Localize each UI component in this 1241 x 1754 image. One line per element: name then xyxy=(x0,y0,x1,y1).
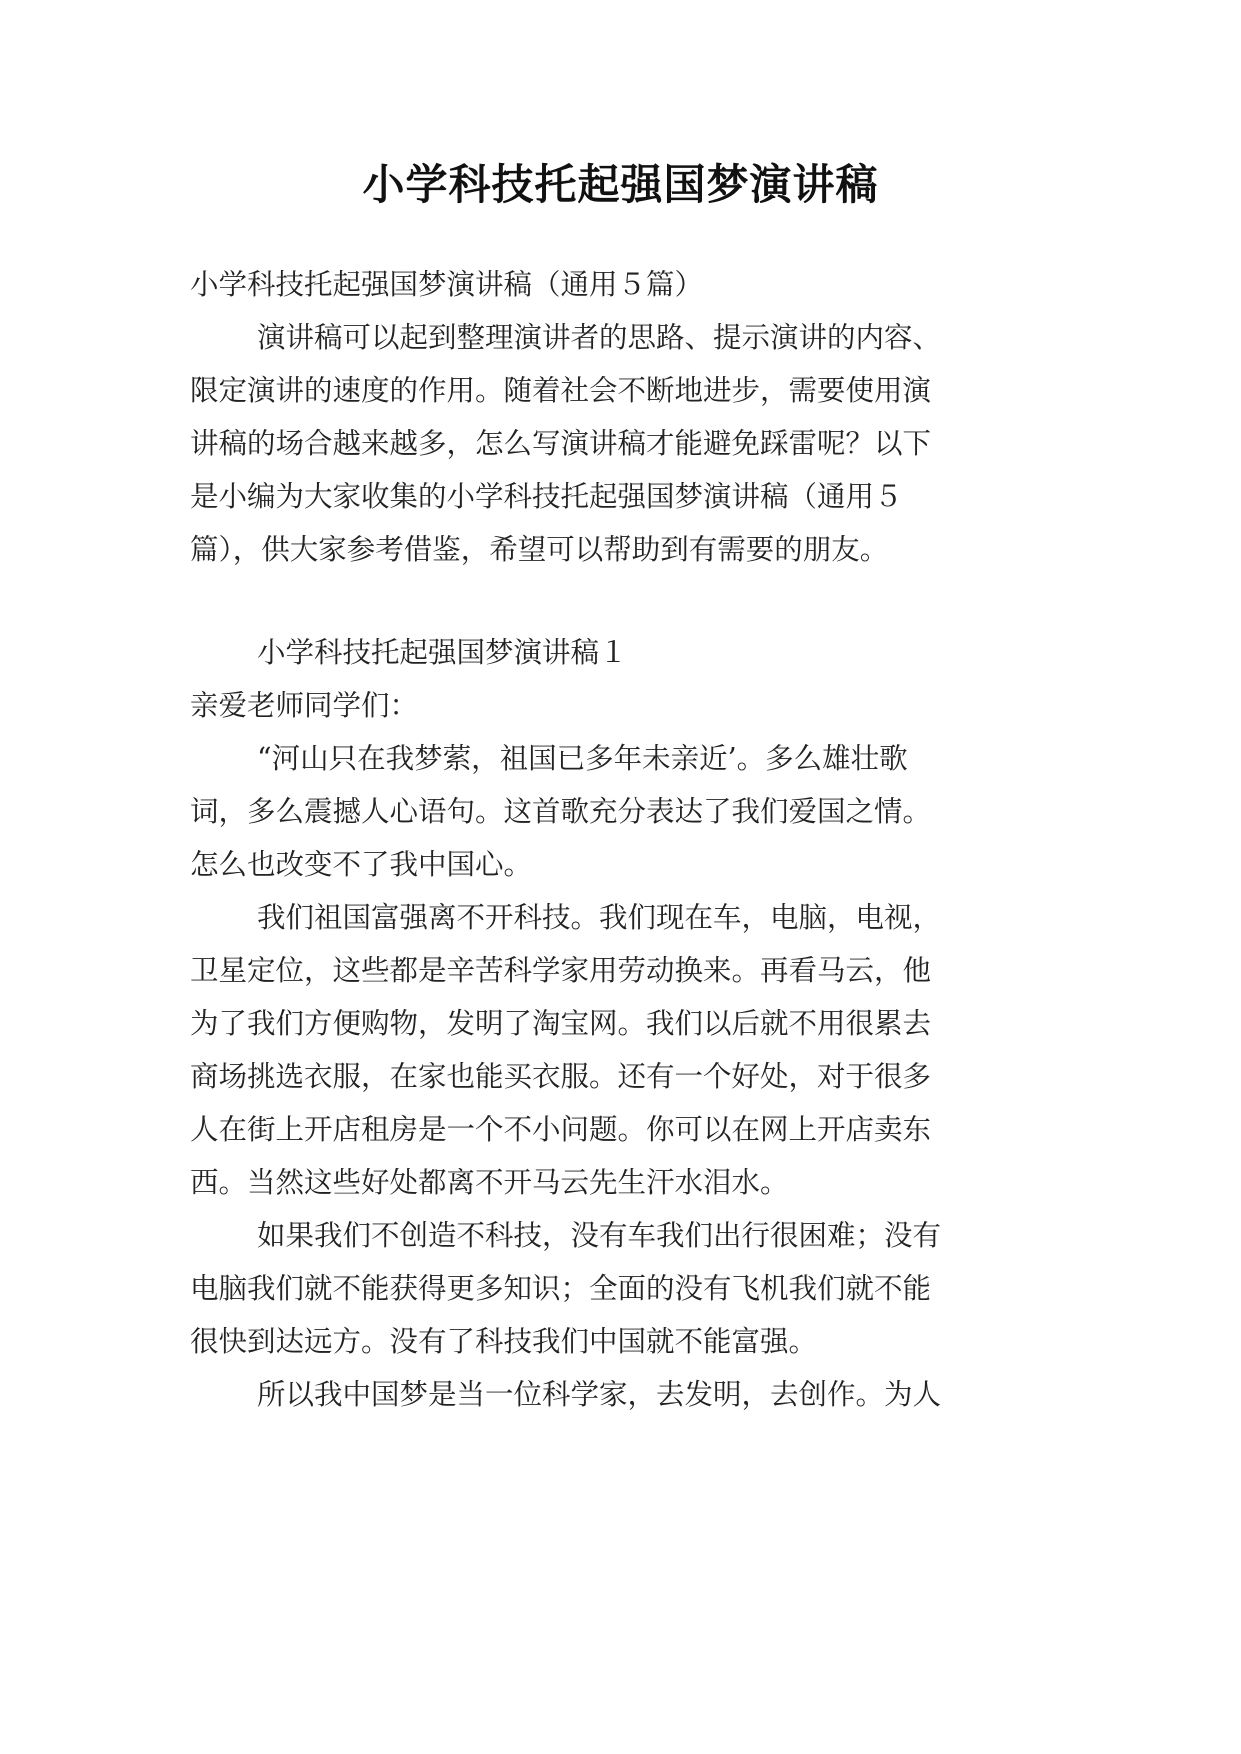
salutation-line: 亲爱老师同学们： xyxy=(190,689,419,722)
body-line: 怎么也改变不了我中国心。 xyxy=(190,848,533,881)
body-line: 电脑我们就不能获得更多知识；全面的没有飞机我们就不能 xyxy=(190,1272,932,1305)
body-line: “河山只在我梦萦，祖国已多年未亲近’。多么雄壮歌 xyxy=(257,742,908,775)
body-line: 如果我们不创造不科技，没有车我们出行很困难；没有 xyxy=(257,1219,942,1252)
body-line: 篇），供大家参考借鉴，希望可以帮助到有需要的朋友。 xyxy=(190,533,889,566)
body-line: 我们祖国富强离不开科技。我们现在车，电脑，电视， xyxy=(257,901,942,934)
body-line: 是小编为大家收集的小学科技托起强国梦演讲稿（通用５ xyxy=(190,480,903,513)
body-line: 为了我们方便购物，发明了淘宝网。我们以后就不用很累去 xyxy=(190,1007,932,1040)
body-line: 演讲稿可以起到整理演讲者的思路、提示演讲的内容、 xyxy=(257,321,942,354)
body-line: 西。当然这些好处都离不开马云先生汗水泪水。 xyxy=(190,1166,789,1199)
body-line: 商场挑选衣服，在家也能买衣服。还有一个好处，对于很多 xyxy=(190,1060,932,1093)
body-line: 很快到达远方。没有了科技我们中国就不能富强。 xyxy=(190,1325,818,1358)
subtitle-line: 小学科技托起强国梦演讲稿（通用５篇） xyxy=(190,268,704,301)
body-line: 卫星定位，这些都是辛苦科学家用劳动换来。再看马云，他 xyxy=(190,954,932,987)
body-line: 所以我中国梦是当一位科学家，去发明，去创作。为人 xyxy=(257,1378,942,1411)
body-line: 人在街上开店租房是一个不小问题。你可以在网上开店卖东 xyxy=(190,1113,932,1146)
section-heading: 小学科技托起强国梦演讲稿１ xyxy=(257,636,628,669)
body-line: 限定演讲的速度的作用。随着社会不断地进步，需要使用演 xyxy=(190,374,932,407)
body-line: 讲稿的场合越来越多，怎么写演讲稿才能避免踩雷呢？以下 xyxy=(190,427,932,460)
document-title: 小学科技托起强国梦演讲稿 xyxy=(362,160,879,209)
body-line: 词，多么震撼人心语句。这首歌充分表达了我们爱国之情。 xyxy=(190,795,932,828)
